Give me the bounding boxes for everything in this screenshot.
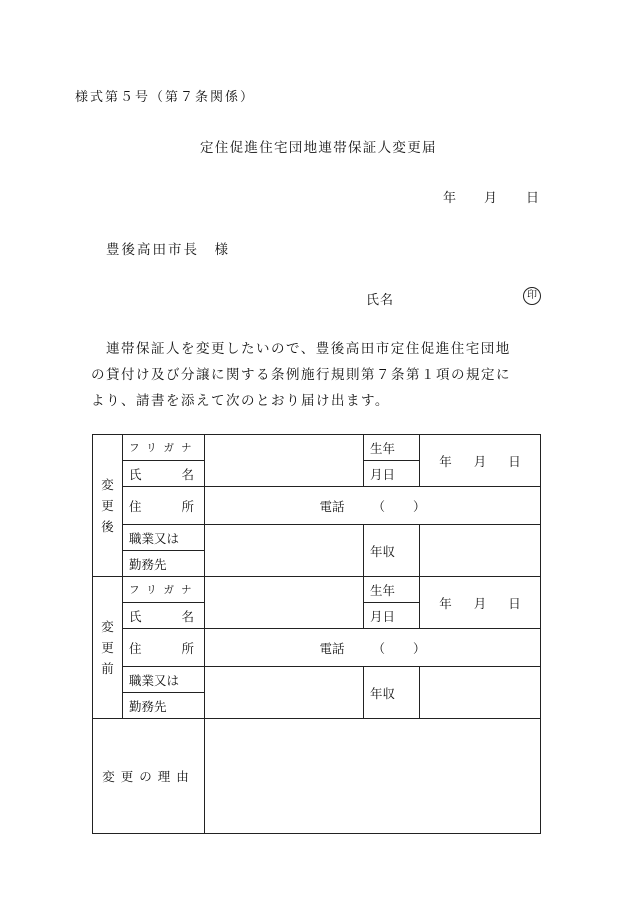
after-income-field[interactable] bbox=[420, 525, 541, 577]
date-month-label: 月 bbox=[484, 191, 498, 206]
before-income-field[interactable] bbox=[420, 667, 541, 719]
before-occupation-label-1: 職業又は bbox=[123, 667, 205, 693]
after-income-label: 年収 bbox=[364, 525, 420, 577]
before-birth-label-2: 月日 bbox=[364, 603, 420, 629]
seal-mark: 印 bbox=[523, 287, 541, 305]
before-address-label: 住 所 bbox=[123, 629, 205, 667]
before-name-field[interactable] bbox=[205, 577, 364, 629]
body-text bbox=[91, 336, 551, 414]
after-change-section-label: 変 更 後 bbox=[93, 435, 123, 577]
body-line-3: より、請書を添えて次のとおり届け出ます。 bbox=[91, 393, 390, 409]
before-change-section-label: 変 更 前 bbox=[93, 577, 123, 719]
before-birthdate-field[interactable]: 年 月 日 bbox=[420, 577, 541, 629]
date-day-label: 日 bbox=[526, 191, 540, 206]
after-furigana-label: フリガナ bbox=[123, 435, 205, 461]
document-title: 定住促進住宅団地連帯保証人変更届 bbox=[200, 140, 437, 156]
after-name-field[interactable] bbox=[205, 435, 364, 487]
reason-label: 変更の理由 bbox=[93, 719, 205, 834]
before-furigana-label: フリガナ bbox=[123, 577, 205, 603]
after-birth-label-1: 生年 bbox=[364, 435, 420, 461]
after-occupation-label-1: 職業又は bbox=[123, 525, 205, 551]
date-year-label: 年 bbox=[443, 191, 457, 206]
after-occupation-label-2: 勤務先 bbox=[123, 551, 205, 577]
after-birth-label-2: 月日 bbox=[364, 461, 420, 487]
before-occupation-label-2: 勤務先 bbox=[123, 693, 205, 719]
after-address-field[interactable]: 電話 （ ） bbox=[205, 487, 541, 525]
after-birthdate-field[interactable]: 年 月 日 bbox=[420, 435, 541, 487]
applicant-name-label: 氏名 bbox=[366, 293, 395, 308]
reason-field[interactable] bbox=[205, 719, 541, 834]
after-name-label: 氏 名 bbox=[123, 461, 205, 487]
after-address-label: 住 所 bbox=[123, 487, 205, 525]
addressee: 豊後高田市長 様 bbox=[106, 242, 230, 258]
before-name-label: 氏 名 bbox=[123, 603, 205, 629]
before-occupation-field[interactable] bbox=[205, 667, 364, 719]
body-line-2: の貸付け及び分譲に関する条例施行規則第７条第１項の規定に bbox=[91, 367, 511, 383]
after-occupation-field[interactable] bbox=[205, 525, 364, 577]
guarantor-change-table bbox=[92, 434, 541, 834]
before-income-label: 年収 bbox=[364, 667, 420, 719]
before-birth-label-1: 生年 bbox=[364, 577, 420, 603]
form-number: 様式第５号（第７条関係） bbox=[75, 90, 256, 105]
body-line-1: 連帯保証人を変更したいので、豊後高田市定住促進住宅団地 bbox=[91, 341, 511, 357]
before-address-field[interactable]: 電話 （ ） bbox=[205, 629, 541, 667]
